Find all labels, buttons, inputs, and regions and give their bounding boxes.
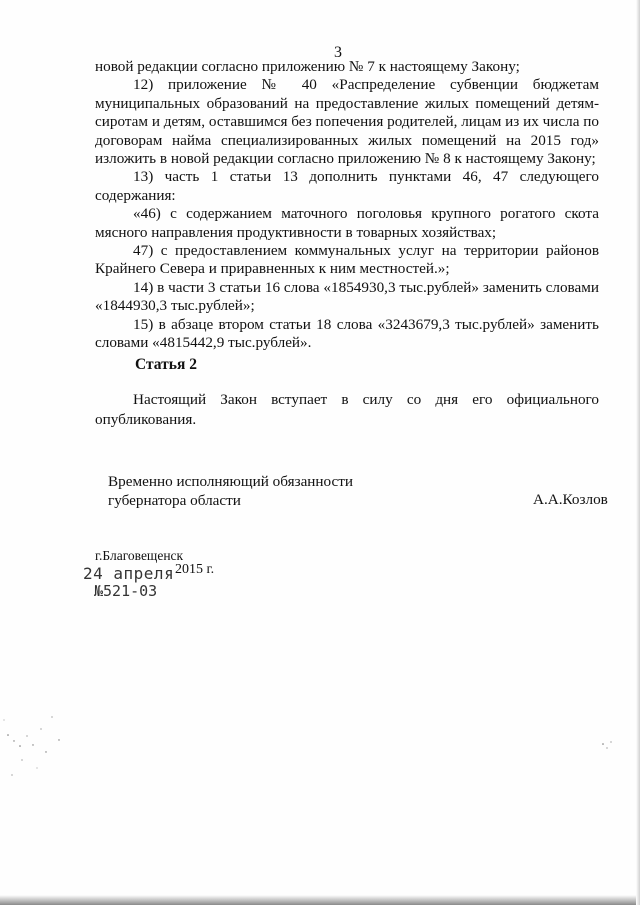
law-number-stamp: №521-03 [94,582,158,600]
page-number: 3 [334,44,342,61]
city: г.Благовещенск [95,548,184,563]
scan-right-edge [636,0,640,905]
signature-position [108,472,353,510]
amendment-paragraph: 13) часть 1 статьи 13 дополнить пунктами 46, 47 следующего содержания: [95,168,599,204]
amendment-paragraph: 14) в части 3 статьи 16 слова «1854930,3 тыс.рублей» заменить словами «1844930,3 тыс.рублей»; [95,278,599,315]
amendment-paragraph: «46) с содержанием маточного поголовья крупного рогатого скота мясного направления продуктивности в товарных хозяйствах; [95,205,599,241]
article-2-paragraph: Настоящий Закон вступает в силу со дня его официального опубликования. [95,391,599,428]
amendment-paragraph: 15) в абзаце втором статьи 18 слова «3243679,3 тыс.рублей» заменить словами «4815442,9 тыс.рублей». [95,315,599,352]
scan-bottom-edge [0,895,640,905]
article-2-text [95,390,599,430]
amendment-paragraph: 12) приложение № 40 «Распределение субвенции бюджетам муниципальных образований на предоставление жилых помещений детям-сиротам и детям, оставшимся без попечения родителей, лицам из их числа по договорам найма специализированных жилых помещений на 2015 год» изложить в новой редакции согласно приложению № 8 к настоящему Закону; [95,76,599,168]
signer-name: А.А.Козлов [533,491,608,508]
signature-position-line-1: Временно исполняющий обязанности [108,473,354,490]
speckle-group [4,716,612,775]
amendment-paragraph: 47) с предоставлением коммунальных услуг на территории районов Крайнего Севера и приравненных к ним местностей.»; [95,242,599,278]
article-2-heading: Статья 2 [135,356,197,373]
date-stamp: 24 апреля [83,564,175,583]
amendment-paragraph: новой редакции согласно приложению № 7 к настоящему Закону; [95,58,520,75]
year: 2015 г. [175,562,215,577]
signature-position-line-2: губернатора области [108,492,241,509]
amendments-text [95,58,599,353]
